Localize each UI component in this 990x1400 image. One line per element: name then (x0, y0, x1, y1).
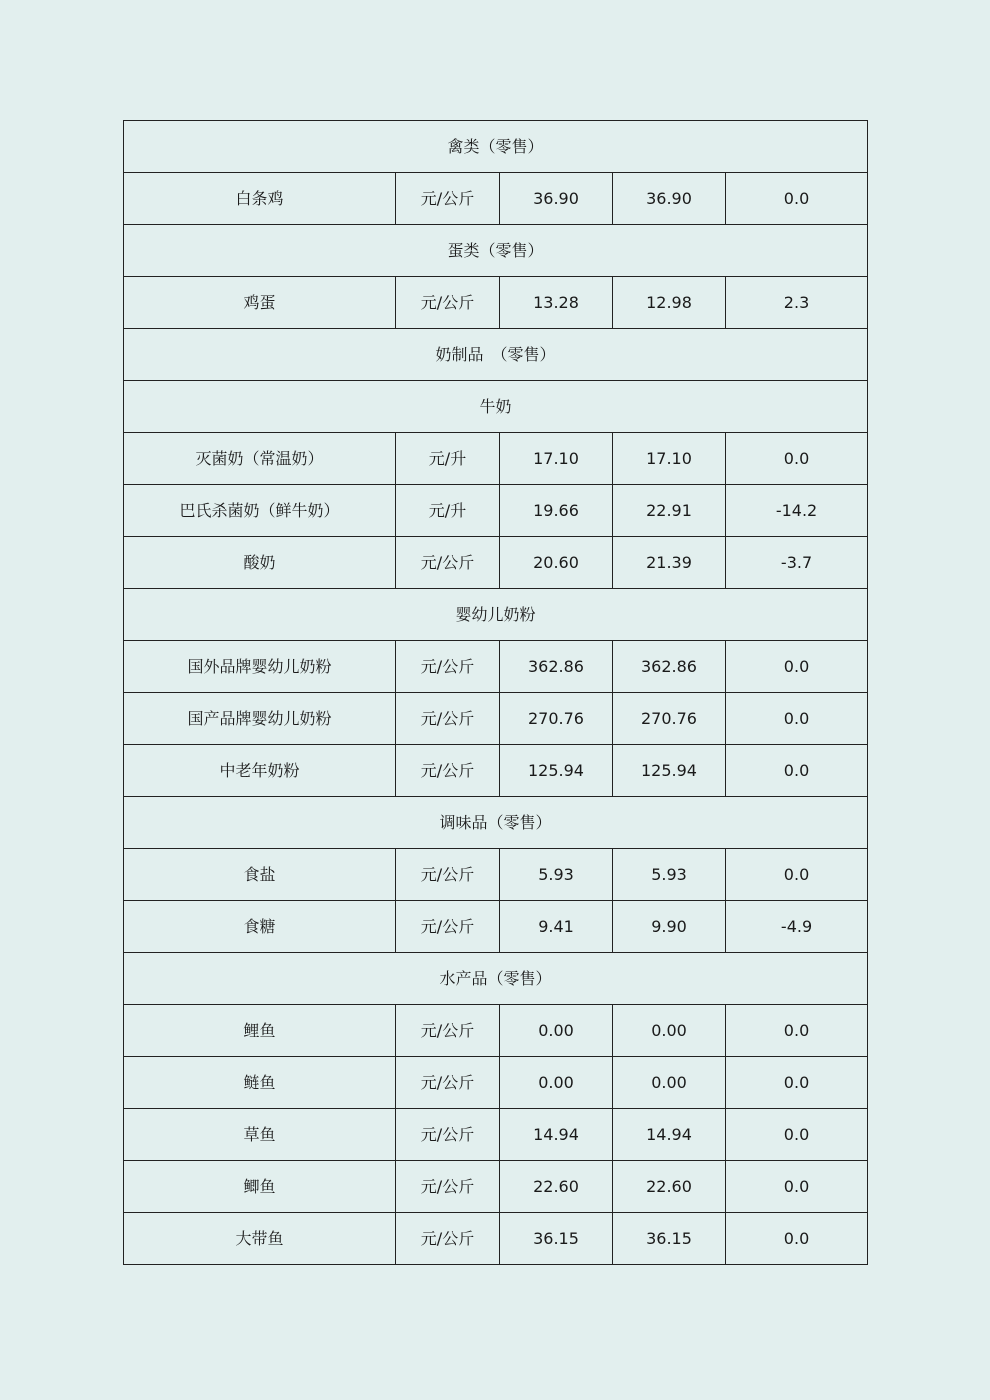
previous-price-cell: 5.93 (613, 849, 726, 901)
unit-cell: 元/公斤 (396, 173, 500, 225)
item-name-cell: 食糖 (124, 901, 396, 953)
change-percent-cell: 0.0 (726, 1213, 868, 1265)
section-header-row (124, 953, 868, 1005)
item-name-cell: 鸡蛋 (124, 277, 396, 329)
previous-price-cell: 17.10 (613, 433, 726, 485)
unit-cell: 元/公斤 (396, 277, 500, 329)
current-price-cell: 36.15 (500, 1213, 613, 1265)
unit-cell: 元/公斤 (396, 745, 500, 797)
table-row (124, 901, 868, 953)
previous-price-cell: 12.98 (613, 277, 726, 329)
table-row (124, 849, 868, 901)
section-header-row (124, 225, 868, 277)
table-row (124, 1213, 868, 1265)
change-percent-cell: 0.0 (726, 641, 868, 693)
table-row (124, 1005, 868, 1057)
item-name-cell: 食盐 (124, 849, 396, 901)
section-header-row (124, 329, 868, 381)
section-header: 水产品（零售） (124, 953, 868, 1005)
change-percent-cell: 0.0 (726, 849, 868, 901)
unit-cell: 元/公斤 (396, 693, 500, 745)
current-price-cell: 0.00 (500, 1057, 613, 1109)
change-percent-cell: 0.0 (726, 1057, 868, 1109)
unit-cell: 元/公斤 (396, 849, 500, 901)
table-row (124, 433, 868, 485)
table-row (124, 693, 868, 745)
unit-cell: 元/升 (396, 485, 500, 537)
item-name-cell: 国产品牌婴幼儿奶粉 (124, 693, 396, 745)
current-price-cell: 13.28 (500, 277, 613, 329)
previous-price-cell: 362.86 (613, 641, 726, 693)
item-name-cell: 国外品牌婴幼儿奶粉 (124, 641, 396, 693)
table-row (124, 277, 868, 329)
item-name-cell: 巴氏杀菌奶（鲜牛奶） (124, 485, 396, 537)
item-name-cell: 鲫鱼 (124, 1161, 396, 1213)
current-price-cell: 270.76 (500, 693, 613, 745)
change-percent-cell: 0.0 (726, 173, 868, 225)
unit-cell: 元/公斤 (396, 1213, 500, 1265)
section-header: 蛋类（零售） (124, 225, 868, 277)
change-percent-cell: 0.0 (726, 1109, 868, 1161)
previous-price-cell: 36.15 (613, 1213, 726, 1265)
section-header-row (124, 121, 868, 173)
item-name-cell: 灭菌奶（常温奶） (124, 433, 396, 485)
section-header: 调味品（零售） (124, 797, 868, 849)
current-price-cell: 5.93 (500, 849, 613, 901)
current-price-cell: 125.94 (500, 745, 613, 797)
table-row (124, 173, 868, 225)
current-price-cell: 362.86 (500, 641, 613, 693)
unit-cell: 元/公斤 (396, 537, 500, 589)
unit-cell: 元/升 (396, 433, 500, 485)
section-header: 牛奶 (124, 381, 868, 433)
change-percent-cell: -14.2 (726, 485, 868, 537)
current-price-cell: 20.60 (500, 537, 613, 589)
previous-price-cell: 270.76 (613, 693, 726, 745)
previous-price-cell: 22.91 (613, 485, 726, 537)
previous-price-cell: 9.90 (613, 901, 726, 953)
section-header-row (124, 589, 868, 641)
table-row (124, 485, 868, 537)
table-row (124, 537, 868, 589)
current-price-cell: 36.90 (500, 173, 613, 225)
current-price-cell: 19.66 (500, 485, 613, 537)
item-name-cell: 酸奶 (124, 537, 396, 589)
table-row (124, 1161, 868, 1213)
current-price-cell: 9.41 (500, 901, 613, 953)
previous-price-cell: 0.00 (613, 1057, 726, 1109)
unit-cell: 元/公斤 (396, 901, 500, 953)
table-row (124, 641, 868, 693)
item-name-cell: 中老年奶粉 (124, 745, 396, 797)
change-percent-cell: -3.7 (726, 537, 868, 589)
item-name-cell: 鲢鱼 (124, 1057, 396, 1109)
current-price-cell: 14.94 (500, 1109, 613, 1161)
section-header-row (124, 381, 868, 433)
item-name-cell: 大带鱼 (124, 1213, 396, 1265)
change-percent-cell: 0.0 (726, 745, 868, 797)
unit-cell: 元/公斤 (396, 1005, 500, 1057)
unit-cell: 元/公斤 (396, 1057, 500, 1109)
change-percent-cell: -4.9 (726, 901, 868, 953)
section-header: 奶制品 （零售） (124, 329, 868, 381)
change-percent-cell: 0.0 (726, 1161, 868, 1213)
previous-price-cell: 22.60 (613, 1161, 726, 1213)
item-name-cell: 白条鸡 (124, 173, 396, 225)
change-percent-cell: 2.3 (726, 277, 868, 329)
unit-cell: 元/公斤 (396, 1161, 500, 1213)
unit-cell: 元/公斤 (396, 641, 500, 693)
price-table (123, 120, 868, 1265)
previous-price-cell: 21.39 (613, 537, 726, 589)
table-row (124, 745, 868, 797)
current-price-cell: 22.60 (500, 1161, 613, 1213)
previous-price-cell: 36.90 (613, 173, 726, 225)
unit-cell: 元/公斤 (396, 1109, 500, 1161)
section-header: 婴幼儿奶粉 (124, 589, 868, 641)
section-header-row (124, 797, 868, 849)
current-price-cell: 17.10 (500, 433, 613, 485)
previous-price-cell: 14.94 (613, 1109, 726, 1161)
table-body (124, 121, 868, 1265)
change-percent-cell: 0.0 (726, 693, 868, 745)
section-header: 禽类（零售） (124, 121, 868, 173)
previous-price-cell: 125.94 (613, 745, 726, 797)
previous-price-cell: 0.00 (613, 1005, 726, 1057)
table-row (124, 1057, 868, 1109)
change-percent-cell: 0.0 (726, 1005, 868, 1057)
change-percent-cell: 0.0 (726, 433, 868, 485)
item-name-cell: 草鱼 (124, 1109, 396, 1161)
table-row (124, 1109, 868, 1161)
current-price-cell: 0.00 (500, 1005, 613, 1057)
item-name-cell: 鲤鱼 (124, 1005, 396, 1057)
